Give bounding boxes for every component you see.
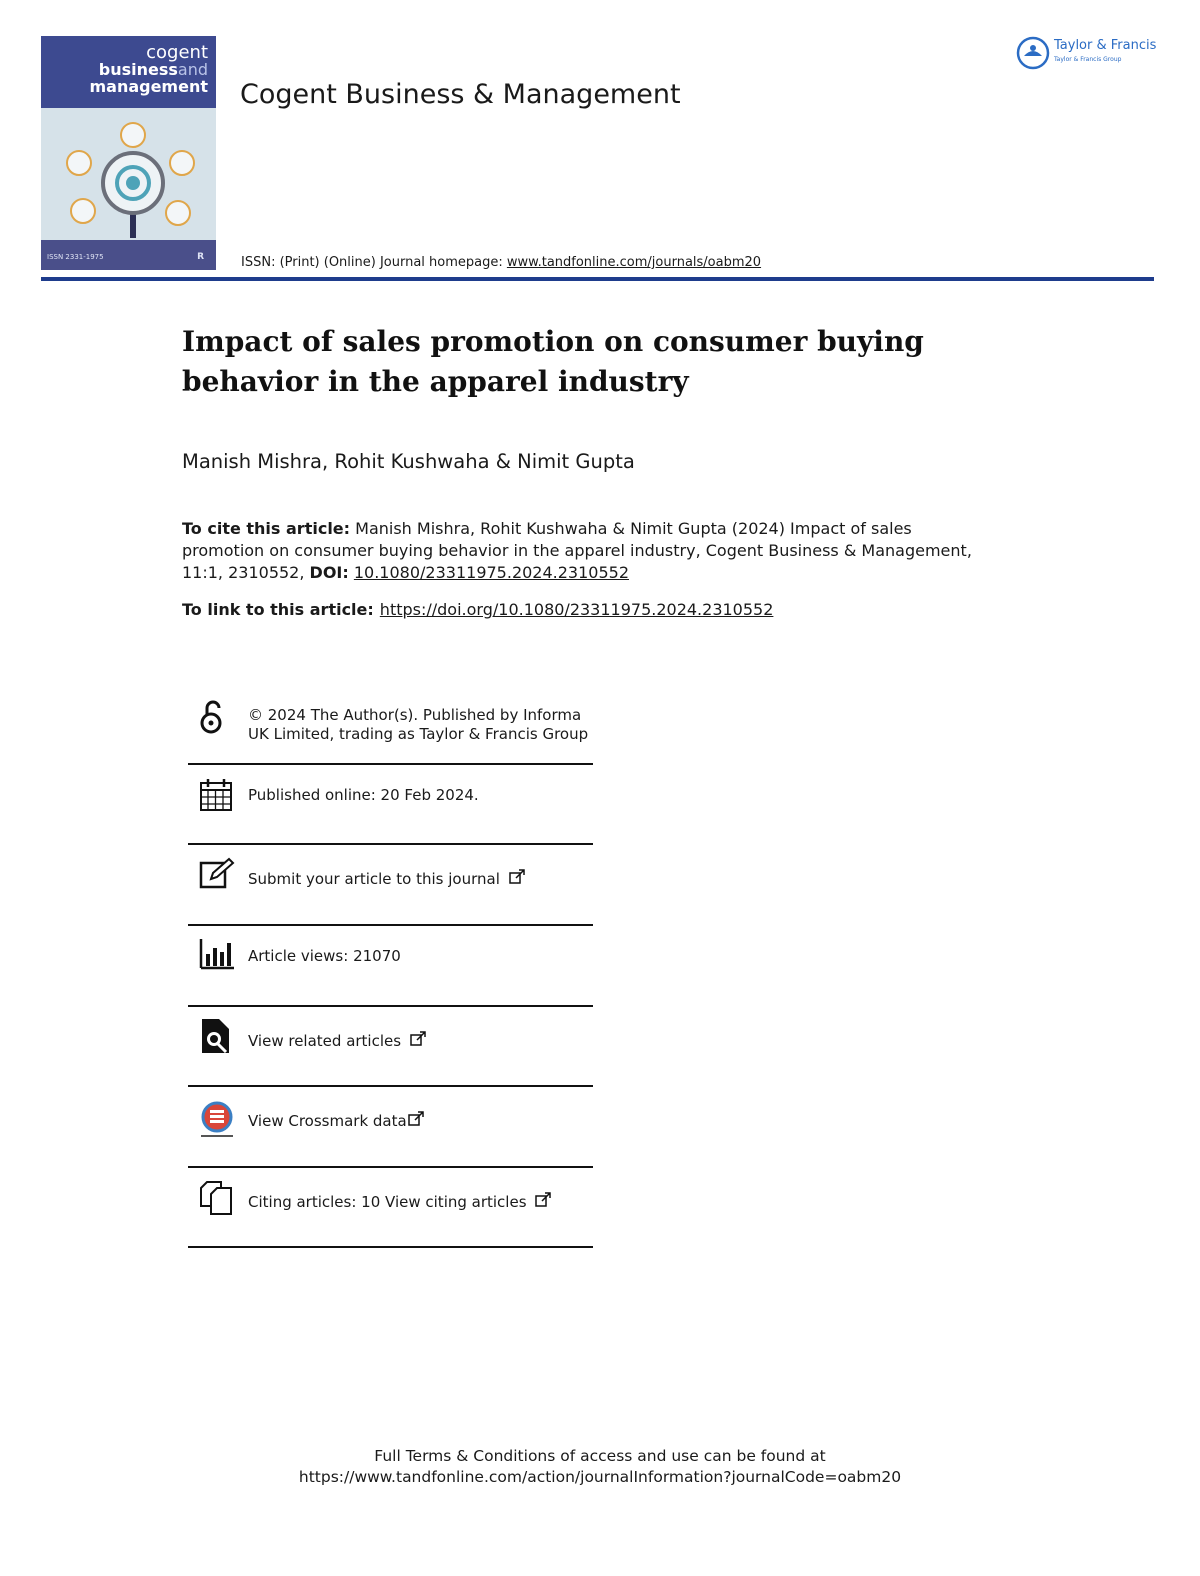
license-row [188, 698, 593, 760]
related-label: View related articles [248, 1032, 402, 1050]
citation-block [182, 518, 982, 584]
article-authors: Manish Mishra, Rohit Kushwaha & Nimit Gupta [182, 450, 635, 473]
journal-name[interactable]: Cogent Business & Management [240, 79, 681, 110]
publisher-name: Taylor & Francis [1054, 38, 1157, 53]
external-link-icon [535, 1192, 551, 1208]
article-doi-url[interactable]: https://doi.org/10.1080/23311975.2024.2310552 [379, 600, 774, 619]
cover-title [89, 44, 208, 95]
edit-icon [199, 857, 235, 893]
article-views: Article views: 21070 [248, 947, 401, 965]
cover-issn: ISSN 2331-1975 [47, 253, 104, 261]
info-divider [188, 1085, 593, 1087]
issn-line [241, 255, 761, 270]
footer-terms-url[interactable]: https://www.tandfonline.com/action/journalInformation?journalCode=oabm20 [298, 1468, 902, 1486]
info-divider [188, 1246, 593, 1248]
document-search-icon [199, 1017, 235, 1053]
journal-homepage-link[interactable]: www.tandfonline.com/journals/oabm20 [506, 255, 762, 270]
publisher-logo-icon [1016, 36, 1050, 70]
cover-title-and: and [177, 60, 208, 79]
external-link-icon [408, 1111, 424, 1127]
journal-cover[interactable] [41, 36, 216, 270]
external-link-icon [509, 869, 525, 885]
bar-chart-icon [199, 938, 235, 974]
cover-title-business: business [98, 60, 178, 79]
publisher-logo[interactable] [1016, 36, 1156, 70]
issn-text: ISSN: (Print) (Online) Journal homepage: [241, 255, 507, 270]
link-label: To link to this article: [182, 600, 374, 619]
info-divider [188, 763, 593, 765]
info-divider [188, 924, 593, 926]
citing-row[interactable] [188, 1178, 593, 1240]
open-access-icon [198, 698, 234, 734]
info-divider [188, 1005, 593, 1007]
doi-link[interactable]: 10.1080/23311975.2024.2310552 [353, 563, 629, 582]
calendar-icon [199, 778, 235, 814]
crossmark-link[interactable] [248, 1111, 424, 1131]
published-row [188, 775, 593, 835]
citing-label: Citing articles: 10 View citing articles [248, 1193, 527, 1211]
cite-text: Manish Mishra, Rohit Kushwaha & Nimit Gupta (2024) Impact of sales promotion on consumer buying behavior in the apparel industry, Cogent Business & Management, 11:1, 2310552, [182, 519, 972, 582]
cover-title-line1: cogent [146, 42, 208, 63]
crossmark-icon [199, 1101, 235, 1137]
article-link-line [182, 600, 773, 619]
citing-articles-link[interactable] [248, 1192, 551, 1212]
published-date: Published online: 20 Feb 2024. [248, 786, 479, 804]
cover-illustration [41, 108, 216, 240]
crossmark-row[interactable] [188, 1097, 593, 1159]
license-text: © 2024 The Author(s). Published by Informa UK Limited, trading as Taylor & Francis Group [248, 706, 589, 743]
crossmark-label: View Crossmark data [248, 1112, 407, 1130]
external-link-icon [410, 1031, 426, 1047]
footer-line1: Full Terms & Conditions of access and use can be found at [374, 1447, 826, 1465]
views-row [188, 936, 593, 998]
terms-footer [0, 1446, 1200, 1488]
cover-publisher-mark: R [197, 252, 204, 262]
submit-label: Submit your article to this journal [248, 870, 500, 888]
citations-icon [199, 1180, 235, 1216]
article-title: Impact of sales promotion on consumer buying behavior in the apparel industry [182, 325, 924, 398]
info-divider [188, 1166, 593, 1168]
info-divider [188, 843, 593, 845]
doi-label: DOI: [309, 563, 349, 582]
cover-title-line2 [89, 61, 208, 78]
header-divider [41, 277, 1154, 281]
submit-link[interactable] [248, 869, 525, 889]
related-articles-link[interactable] [248, 1031, 426, 1051]
related-row[interactable] [188, 1017, 593, 1079]
publisher-subtitle: Taylor & Francis Group [1054, 56, 1122, 63]
cover-title-line3: management [89, 77, 208, 96]
cite-label: To cite this article: [182, 519, 351, 538]
submit-row[interactable] [188, 855, 593, 917]
